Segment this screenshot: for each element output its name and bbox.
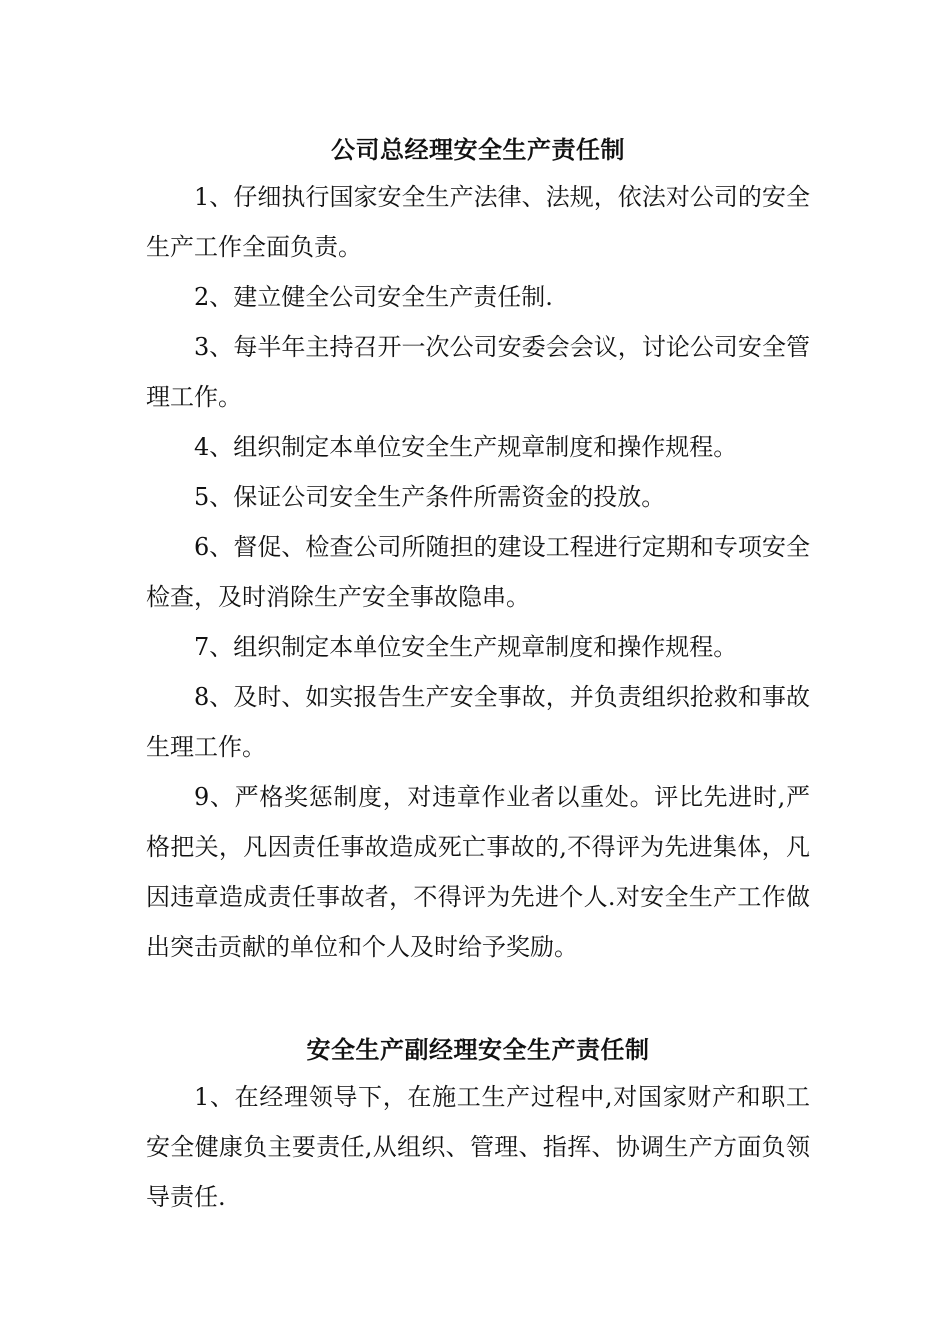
list-item: 3、每半年主持召开一次公司安委会会议，讨论公司安全管理工作。 xyxy=(146,333,810,411)
section-deputy-manager xyxy=(146,1028,810,1222)
section-general-manager xyxy=(146,128,810,972)
list-item: 1、仔细执行国家安全生产法律、法规，依法对公司的安全生产工作全面负责。 xyxy=(146,183,810,261)
section-title: 安全生产副经理安全生产责任制 xyxy=(306,1035,650,1064)
document-page xyxy=(146,128,810,1222)
list-item: 6、督促、检查公司所随担的建设工程进行定期和专项安全检查，及时消除生产安全事故隐串。 xyxy=(146,533,810,611)
list-item: 9、严格奖惩制度，对违章作业者以重处。评比先进时,严格把关，凡因责任事故造成死亡事故的,不得评为先进集体，凡因违章造成责任事故者，不得评为先进个人.对安全生产工作做出突击贡献的单位和个人及时给予奖励。 xyxy=(146,783,810,961)
list-item: 8、及时、如实报告生产安全事故，并负责组织抢救和事故生理工作。 xyxy=(146,683,810,761)
list-item: 2、建立健全公司安全生产责任制. xyxy=(194,283,553,311)
section-title: 公司总经理安全生产责任制 xyxy=(331,135,625,164)
list-item: 4、组织制定本单位安全生产规章制度和操作规程。 xyxy=(194,433,738,461)
list-item: 5、保证公司安全生产条件所需资金的投放。 xyxy=(194,483,666,511)
list-item: 1、在经理领导下，在施工生产过程中,对国家财产和职工安全健康负主要责任,从组织、管理、指挥、协调生产方面负领导责任. xyxy=(146,1083,810,1211)
list-item: 7、组织制定本单位安全生产规章制度和操作规程。 xyxy=(194,633,738,661)
